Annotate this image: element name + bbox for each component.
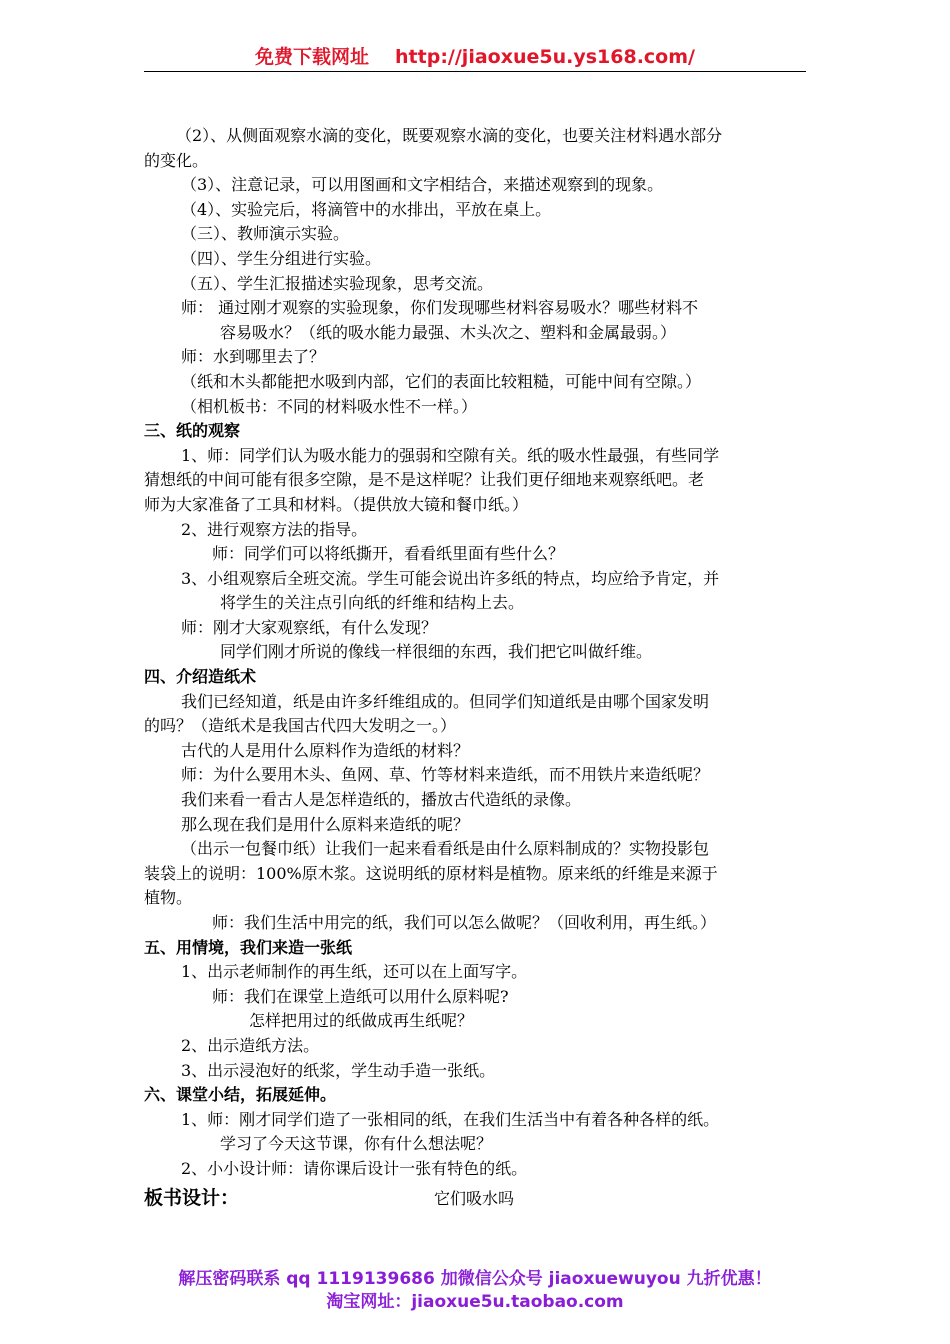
text-line: （3）、注意记录，可以用图画和文字相结合，来描述观察到的现象。: [181, 175, 664, 195]
text-line: 怎样把用过的纸做成再生纸呢？: [249, 1011, 474, 1031]
text-line: 1、师：刚才同学们造了一张相同的纸，在我们生活当中有着各种各样的纸。: [181, 1109, 720, 1129]
footer-contact: 解压密码联系 qq 1119139686 加微信公众号 jiaoxuewuyou 九折优惠！: [178, 1269, 772, 1289]
text-line: （2）、从侧面观察水滴的变化，既要观察水滴的变化，也要关注材料遇水部分: [176, 126, 723, 145]
text-line: 3、小组观察后全班交流。学生可能会说出许多纸的特点，均应给予肯定，并: [181, 568, 720, 588]
text-line: 师为大家准备了工具和材料。（提供放大镜和餐巾纸。）: [144, 494, 529, 514]
board-design: [144, 1184, 812, 1213]
document-body: [144, 124, 812, 1213]
section-heading: 五、用情境，我们来造一张纸: [144, 937, 353, 957]
page-header: [144, 42, 806, 69]
text-line: 将学生的关注点引向纸的纤维和结构上去。: [220, 593, 525, 613]
text-line: （四）、学生分组进行实验。: [181, 248, 382, 268]
board-design-label: 板书设计：: [144, 1186, 240, 1209]
section-heading: 三、纸的观察: [144, 421, 241, 441]
text-line: 那么现在我们是用什么原料来造纸的呢？: [181, 814, 470, 834]
section-heading: 四、介绍造纸术: [144, 667, 257, 687]
text-line: 同学们刚才所说的像线一样很细的东西，我们把它叫做纤维。: [220, 642, 653, 662]
text-line: 古代的人是用什么原料作为造纸的材料？: [181, 740, 470, 760]
text-line: 师：我们生活中用完的纸，我们可以怎么做呢？（回收利用，再生纸。）: [212, 913, 717, 932]
text-line: （五）、学生汇报描述实验现象，思考交流。: [181, 273, 494, 293]
text-line: 植物。: [144, 888, 193, 908]
text-line: 我们来看一看古人是怎样造纸的，播放古代造纸的录像。: [181, 790, 582, 810]
header-label: 免费下载网址: [255, 46, 370, 68]
text-line: 2、进行观察方法的指导。: [181, 519, 368, 539]
text-line: （纸和木头都能把水吸到内部，它们的表面比较粗糙，可能中间有空隙。）: [181, 371, 702, 391]
text-line: （4）、实验完后，将滴管中的水排出，平放在桌上。: [181, 199, 552, 219]
text-line: 师： 通过刚才观察的实验现象，你们发现哪些材料容易吸水？哪些材料不: [181, 298, 699, 318]
text-line: 1、出示老师制作的再生纸，还可以在上面写字。: [181, 962, 528, 982]
text-line: 1、师：同学们认为吸水能力的强弱和空隙有关。纸的吸水性最强，有些同学: [181, 445, 720, 465]
text-line: （出示一包餐巾纸）让我们一起来看看纸是由什么原料制成的？实物投影包: [181, 839, 710, 859]
section-heading: 六、课堂小结，拓展延伸。: [144, 1085, 337, 1105]
text-line: 师：水到哪里去了？: [181, 347, 326, 367]
text-line: 的吗？（造纸术是我国古代四大发明之一。）: [144, 716, 457, 736]
text-line: （三）、教师演示实验。: [181, 224, 350, 244]
text-line: 师：刚才大家观察纸，有什么发现？: [181, 617, 438, 637]
header-divider: [144, 71, 806, 72]
text-line: 师：为什么要用木头、鱼网、草、竹等材料来造纸，而不用铁片来造纸呢？: [181, 765, 710, 785]
text-line: 装袋上的说明：100%原木浆。这说明纸的原材料是植物。原来纸的纤维是来源于: [144, 863, 718, 883]
text-line: 学习了今天这节课，你有什么想法呢？: [220, 1134, 493, 1154]
text-line: 我们已经知道，纸是由许多纤维组成的。但同学们知道纸是由哪个国家发明: [181, 691, 710, 711]
text-line: 师：同学们可以将纸撕开，看看纸里面有些什么？: [212, 544, 565, 564]
text-line: 2、小小设计师：请你课后设计一张有特色的纸。: [181, 1158, 528, 1178]
text-line: 师：我们在课堂上造纸可以用什么原料呢?: [212, 986, 509, 1006]
footer-shop-link[interactable]: 淘宝网址：jiaoxue5u.taobao.com: [326, 1292, 624, 1312]
text-line: 的变化。: [144, 150, 209, 170]
text-line: 2、出示造纸方法。: [181, 1035, 320, 1055]
board-design-title: 它们吸水吗: [434, 1188, 515, 1208]
text-line: 猜想纸的中间可能有很多空隙，是不是这样呢？让我们更仔细地来观察纸吧。老: [144, 470, 705, 490]
header-url-link[interactable]: http://jiaoxue5u.ys168.com/: [395, 46, 695, 68]
text-line: （相机板书：不同的材料吸水性不一样。）: [181, 396, 478, 416]
text-line: 容易吸水？（纸的吸水能力最强、木头次之、塑料和金属最弱。）: [220, 322, 677, 342]
text-line: 3、出示浸泡好的纸浆，学生动手造一张纸。: [181, 1060, 496, 1080]
